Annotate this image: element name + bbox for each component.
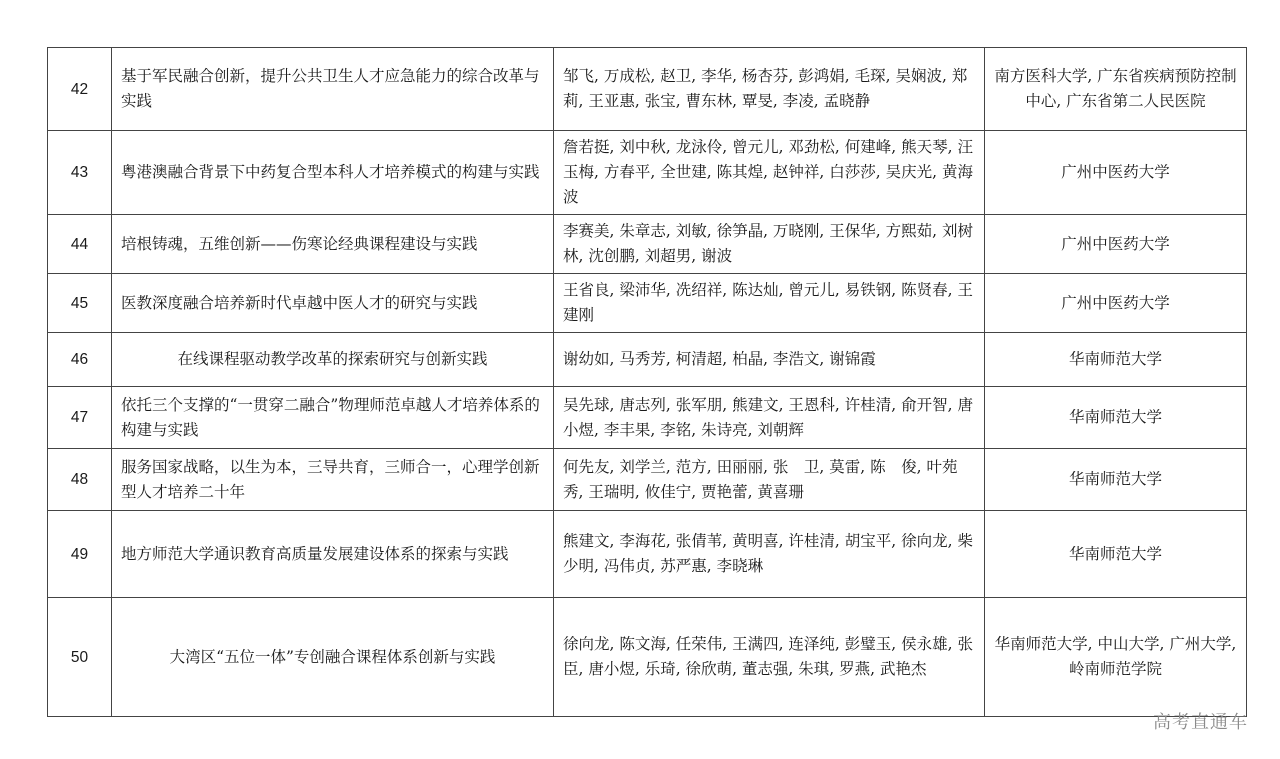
table-row bbox=[48, 274, 1247, 333]
institution: 华南师范大学, 中山大学, 广州大学, 岭南师范学院 bbox=[985, 598, 1247, 717]
institution: 南方医科大学, 广东省疾病预防控制中心, 广东省第二人民医院 bbox=[985, 48, 1247, 131]
watermark: 高考直通车 bbox=[1153, 712, 1248, 733]
row-number: 42 bbox=[48, 48, 112, 131]
table-row bbox=[48, 598, 1247, 717]
row-number: 44 bbox=[48, 215, 112, 274]
project-title: 依托三个支撑的“一贯穿二融合”物理师范卓越人才培养体系的构建与实践 bbox=[112, 387, 554, 449]
institution: 华南师范大学 bbox=[985, 387, 1247, 449]
team-members: 何先友, 刘学兰, 范方, 田丽丽, 张 卫, 莫雷, 陈 俊, 叶苑秀, 王瑞明, 攸佳宁, 贾艳蕾, 黄喜珊 bbox=[554, 449, 985, 511]
table-row bbox=[48, 449, 1247, 511]
institution: 华南师范大学 bbox=[985, 511, 1247, 598]
team-members: 李赛美, 朱章志, 刘敏, 徐笋晶, 万晓刚, 王保华, 方熙茹, 刘树林, 沈创鹏, 刘超男, 谢波 bbox=[554, 215, 985, 274]
row-number: 48 bbox=[48, 449, 112, 511]
project-title: 在线课程驱动教学改革的探索研究与创新实践 bbox=[112, 333, 554, 387]
project-title: 大湾区“五位一体”专创融合课程体系创新与实践 bbox=[112, 598, 554, 717]
row-number: 45 bbox=[48, 274, 112, 333]
project-title: 医教深度融合培养新时代卓越中医人才的研究与实践 bbox=[112, 274, 554, 333]
team-members: 吴先球, 唐志列, 张军朋, 熊建文, 王恩科, 许桂清, 俞开智, 唐小煜, 李丰果, 李铭, 朱诗亮, 刘朝辉 bbox=[554, 387, 985, 449]
table-row bbox=[48, 511, 1247, 598]
team-members: 徐向龙, 陈文海, 任荣伟, 王满四, 连泽纯, 彭璧玉, 侯永雄, 张臣, 唐小煜, 乐琦, 徐欣萌, 董志强, 朱琪, 罗燕, 武艳杰 bbox=[554, 598, 985, 717]
institution: 华南师范大学 bbox=[985, 449, 1247, 511]
institution: 华南师范大学 bbox=[985, 333, 1247, 387]
institution: 广州中医药大学 bbox=[985, 215, 1247, 274]
row-number: 49 bbox=[48, 511, 112, 598]
row-number: 43 bbox=[48, 131, 112, 215]
team-members: 谢幼如, 马秀芳, 柯清超, 柏晶, 李浩文, 谢锦霞 bbox=[554, 333, 985, 387]
project-title: 粤港澳融合背景下中药复合型本科人才培养模式的构建与实践 bbox=[112, 131, 554, 215]
team-members: 邹飞, 万成松, 赵卫, 李华, 杨杏芬, 彭鸿娟, 毛琛, 吴娴波, 郑莉, 王亚惠, 张宝, 曹东林, 覃旻, 李凌, 孟晓静 bbox=[554, 48, 985, 131]
table-row bbox=[48, 131, 1247, 215]
row-number: 46 bbox=[48, 333, 112, 387]
project-title: 服务国家战略，以生为本，三导共育，三师合一，心理学创新型人才培养二十年 bbox=[112, 449, 554, 511]
table-row bbox=[48, 333, 1247, 387]
row-number: 50 bbox=[48, 598, 112, 717]
team-members: 詹若挺, 刘中秋, 龙泳伶, 曾元儿, 邓劲松, 何建峰, 熊天琴, 汪玉梅, 方春平, 全世建, 陈其煌, 赵钟祥, 白莎莎, 吴庆光, 黄海波 bbox=[554, 131, 985, 215]
institution: 广州中医药大学 bbox=[985, 274, 1247, 333]
project-title: 培根铸魂，五维创新——伤寒论经典课程建设与实践 bbox=[112, 215, 554, 274]
team-members: 王省良, 梁沛华, 冼绍祥, 陈达灿, 曾元儿, 易铁钢, 陈贤春, 王建刚 bbox=[554, 274, 985, 333]
project-title: 基于军民融合创新，提升公共卫生人才应急能力的综合改革与实践 bbox=[112, 48, 554, 131]
table-row bbox=[48, 215, 1247, 274]
team-members: 熊建文, 李海花, 张倩苇, 黄明喜, 许桂清, 胡宝平, 徐向龙, 柴少明, 冯伟贞, 苏严惠, 李晓琳 bbox=[554, 511, 985, 598]
institution: 广州中医药大学 bbox=[985, 131, 1247, 215]
award-table bbox=[47, 47, 1247, 717]
row-number: 47 bbox=[48, 387, 112, 449]
table-row bbox=[48, 387, 1247, 449]
project-title: 地方师范大学通识教育高质量发展建设体系的探索与实践 bbox=[112, 511, 554, 598]
table-row bbox=[48, 48, 1247, 131]
